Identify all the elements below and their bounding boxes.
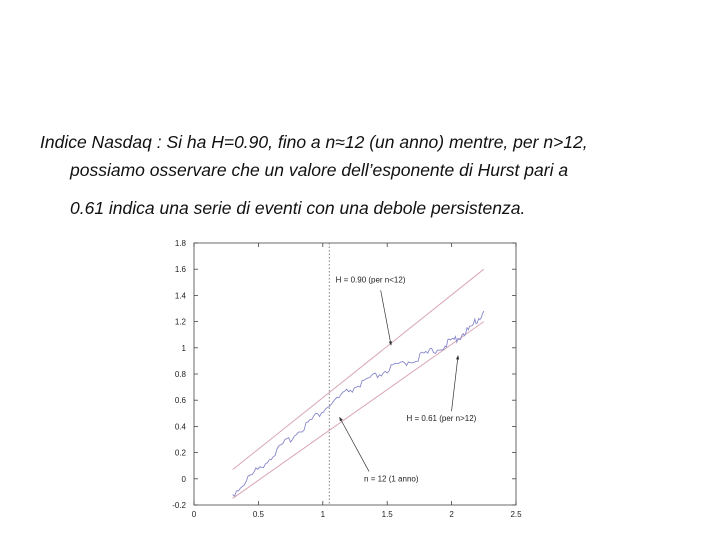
- y-tick-label: 0.8: [174, 370, 186, 379]
- series-fit-line-2: [233, 322, 484, 499]
- y-tick-label: 0.6: [174, 396, 186, 406]
- annotation-label-3: n = 12 (1 anno): [364, 474, 419, 484]
- annotation-arrow-1: [381, 290, 391, 345]
- x-tick-label: 2.5: [510, 510, 522, 519]
- caption-line-2: possiamo osservare che un valore dell’esponente di Hurst pari a: [70, 160, 569, 180]
- annotation-arrow-3: [340, 417, 369, 471]
- x-tick-label: 0: [191, 510, 197, 519]
- y-tick-label: 1.8: [174, 239, 186, 248]
- y-tick-label: 0: [181, 474, 186, 484]
- series-fit-line-1: [233, 269, 484, 469]
- y-tick-label: 1.2: [174, 317, 186, 327]
- x-tick-label: 1: [320, 510, 326, 519]
- caption-line-3: 0.61 indica una serie di eventi con una debole persistenza.: [70, 198, 526, 218]
- x-tick-label: 2: [449, 510, 454, 519]
- y-tick-label: 0.2: [174, 448, 186, 458]
- y-tick-label: -0.2: [172, 501, 186, 510]
- caption-line-1: Indice Nasdaq : Si ha H=0.90, fino a n≈12 (un anno) mentre, per n>12,: [40, 132, 588, 152]
- annotation-label-1: H = 0.90 (per n<12): [335, 275, 406, 285]
- annotation-label-2: H = 0.61 (per n>12): [406, 414, 477, 424]
- series-nasdaq-rs: [233, 311, 484, 496]
- x-tick-label: 0.5: [252, 510, 264, 519]
- annotation-arrow-2: [452, 356, 459, 412]
- x-tick-label: 1.5: [381, 510, 393, 519]
- y-tick-label: 1.6: [174, 265, 186, 275]
- y-tick-label: 1.4: [174, 291, 186, 301]
- y-tick-label: 0.4: [174, 422, 186, 432]
- y-tick-label: 1: [181, 343, 186, 353]
